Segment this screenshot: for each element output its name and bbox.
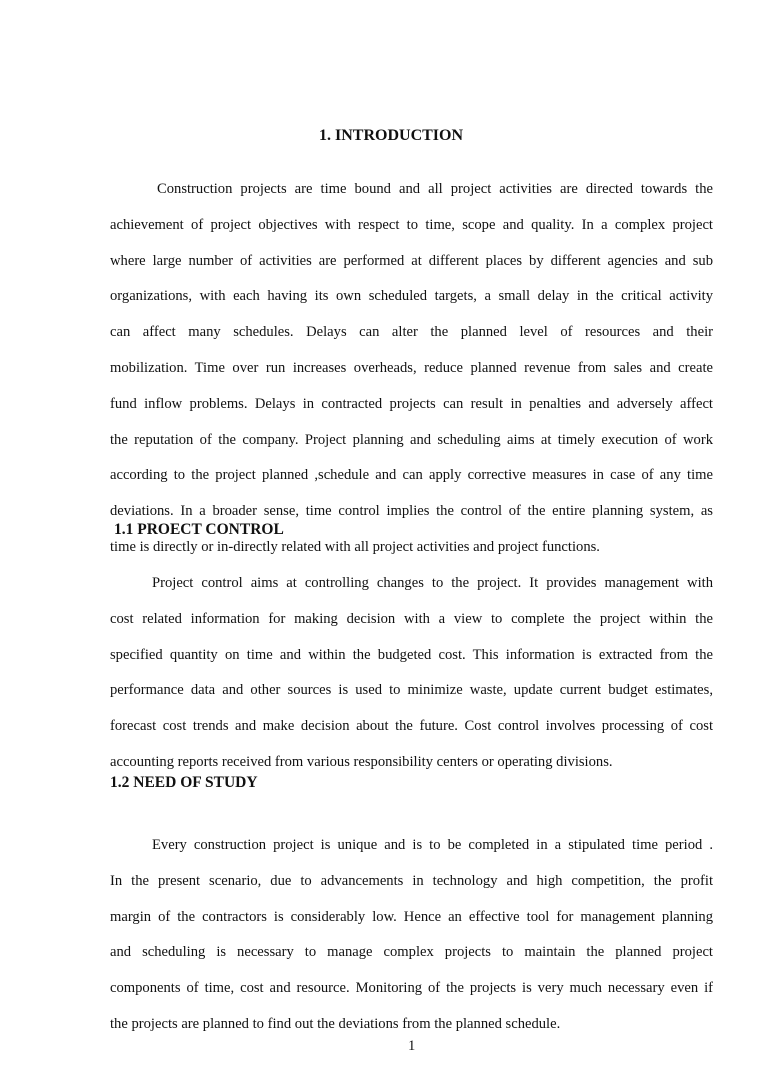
text-line: the reputation of the company. Project planning and scheduling aims at timely execution of work <box>110 431 713 448</box>
text-line: fund inflow problems. Delays in contracted projects can result in penalties and adversely affect <box>110 395 713 412</box>
text-line: the projects are planned to find out the deviations from the planned schedule. <box>110 1016 561 1032</box>
text-line: performance data and other sources is used to minimize waste, update current budget estimates, <box>110 682 713 699</box>
text-line: according to the project planned ,schedule and can apply corrective measures in case of any time <box>110 467 713 484</box>
page-number: 1 <box>408 1038 416 1054</box>
text-line: forecast cost trends and make decision about the future. Cost control involves processing of cost <box>110 718 713 735</box>
text-line: Project control aims at controlling changes to the project. It provides management with <box>152 575 713 591</box>
text-line: specified quantity on time and within the budgeted cost. This information is extracted from the <box>110 646 713 663</box>
text-line: components of time, cost and resource. Monitoring of the projects is very much necessary even if <box>110 980 713 997</box>
text-line: margin of the contractors is considerably low. Hence an effective tool for management planning <box>110 908 713 925</box>
text-line: organizations, with each having its own scheduled targets, a small delay in the critical activity <box>110 288 713 305</box>
text-line: Construction projects are time bound and all project activities are directed towards the <box>157 181 713 197</box>
text-line: Every construction project is unique and is to be completed in a stipulated time period . <box>152 837 713 853</box>
text-line: and scheduling is necessary to manage complex projects to maintain the planned project <box>110 944 713 961</box>
text-line: deviations. In a broader sense, time control implies the control of the entire planning system, as <box>110 503 713 520</box>
page-title: 1. INTRODUCTION <box>319 127 464 144</box>
section-heading-need-of-study: 1.2 NEED OF STUDY <box>110 774 258 791</box>
text-line: accounting reports received from various responsibility centers or operating divisions. <box>110 754 613 770</box>
section-heading-project-control: 1.1 PROECT CONTROL <box>114 521 284 538</box>
text-line: cost related information for making decision with a view to complete the project within the <box>110 610 713 627</box>
text-line: In the present scenario, due to advancements in technology and high competition, the profit <box>110 872 713 889</box>
text-line: time is directly or in-directly related with all project activities and project functions. <box>110 539 600 555</box>
text-line: can affect many schedules. Delays can alter the planned level of resources and their <box>110 324 713 341</box>
text-line: mobilization. Time over run increases overheads, reduce planned revenue from sales and create <box>110 360 713 376</box>
text-line: achievement of project objectives with respect to time, scope and quality. In a complex project <box>110 216 713 233</box>
text-line: where large number of activities are performed at different places by different agencies and sub <box>110 252 713 269</box>
